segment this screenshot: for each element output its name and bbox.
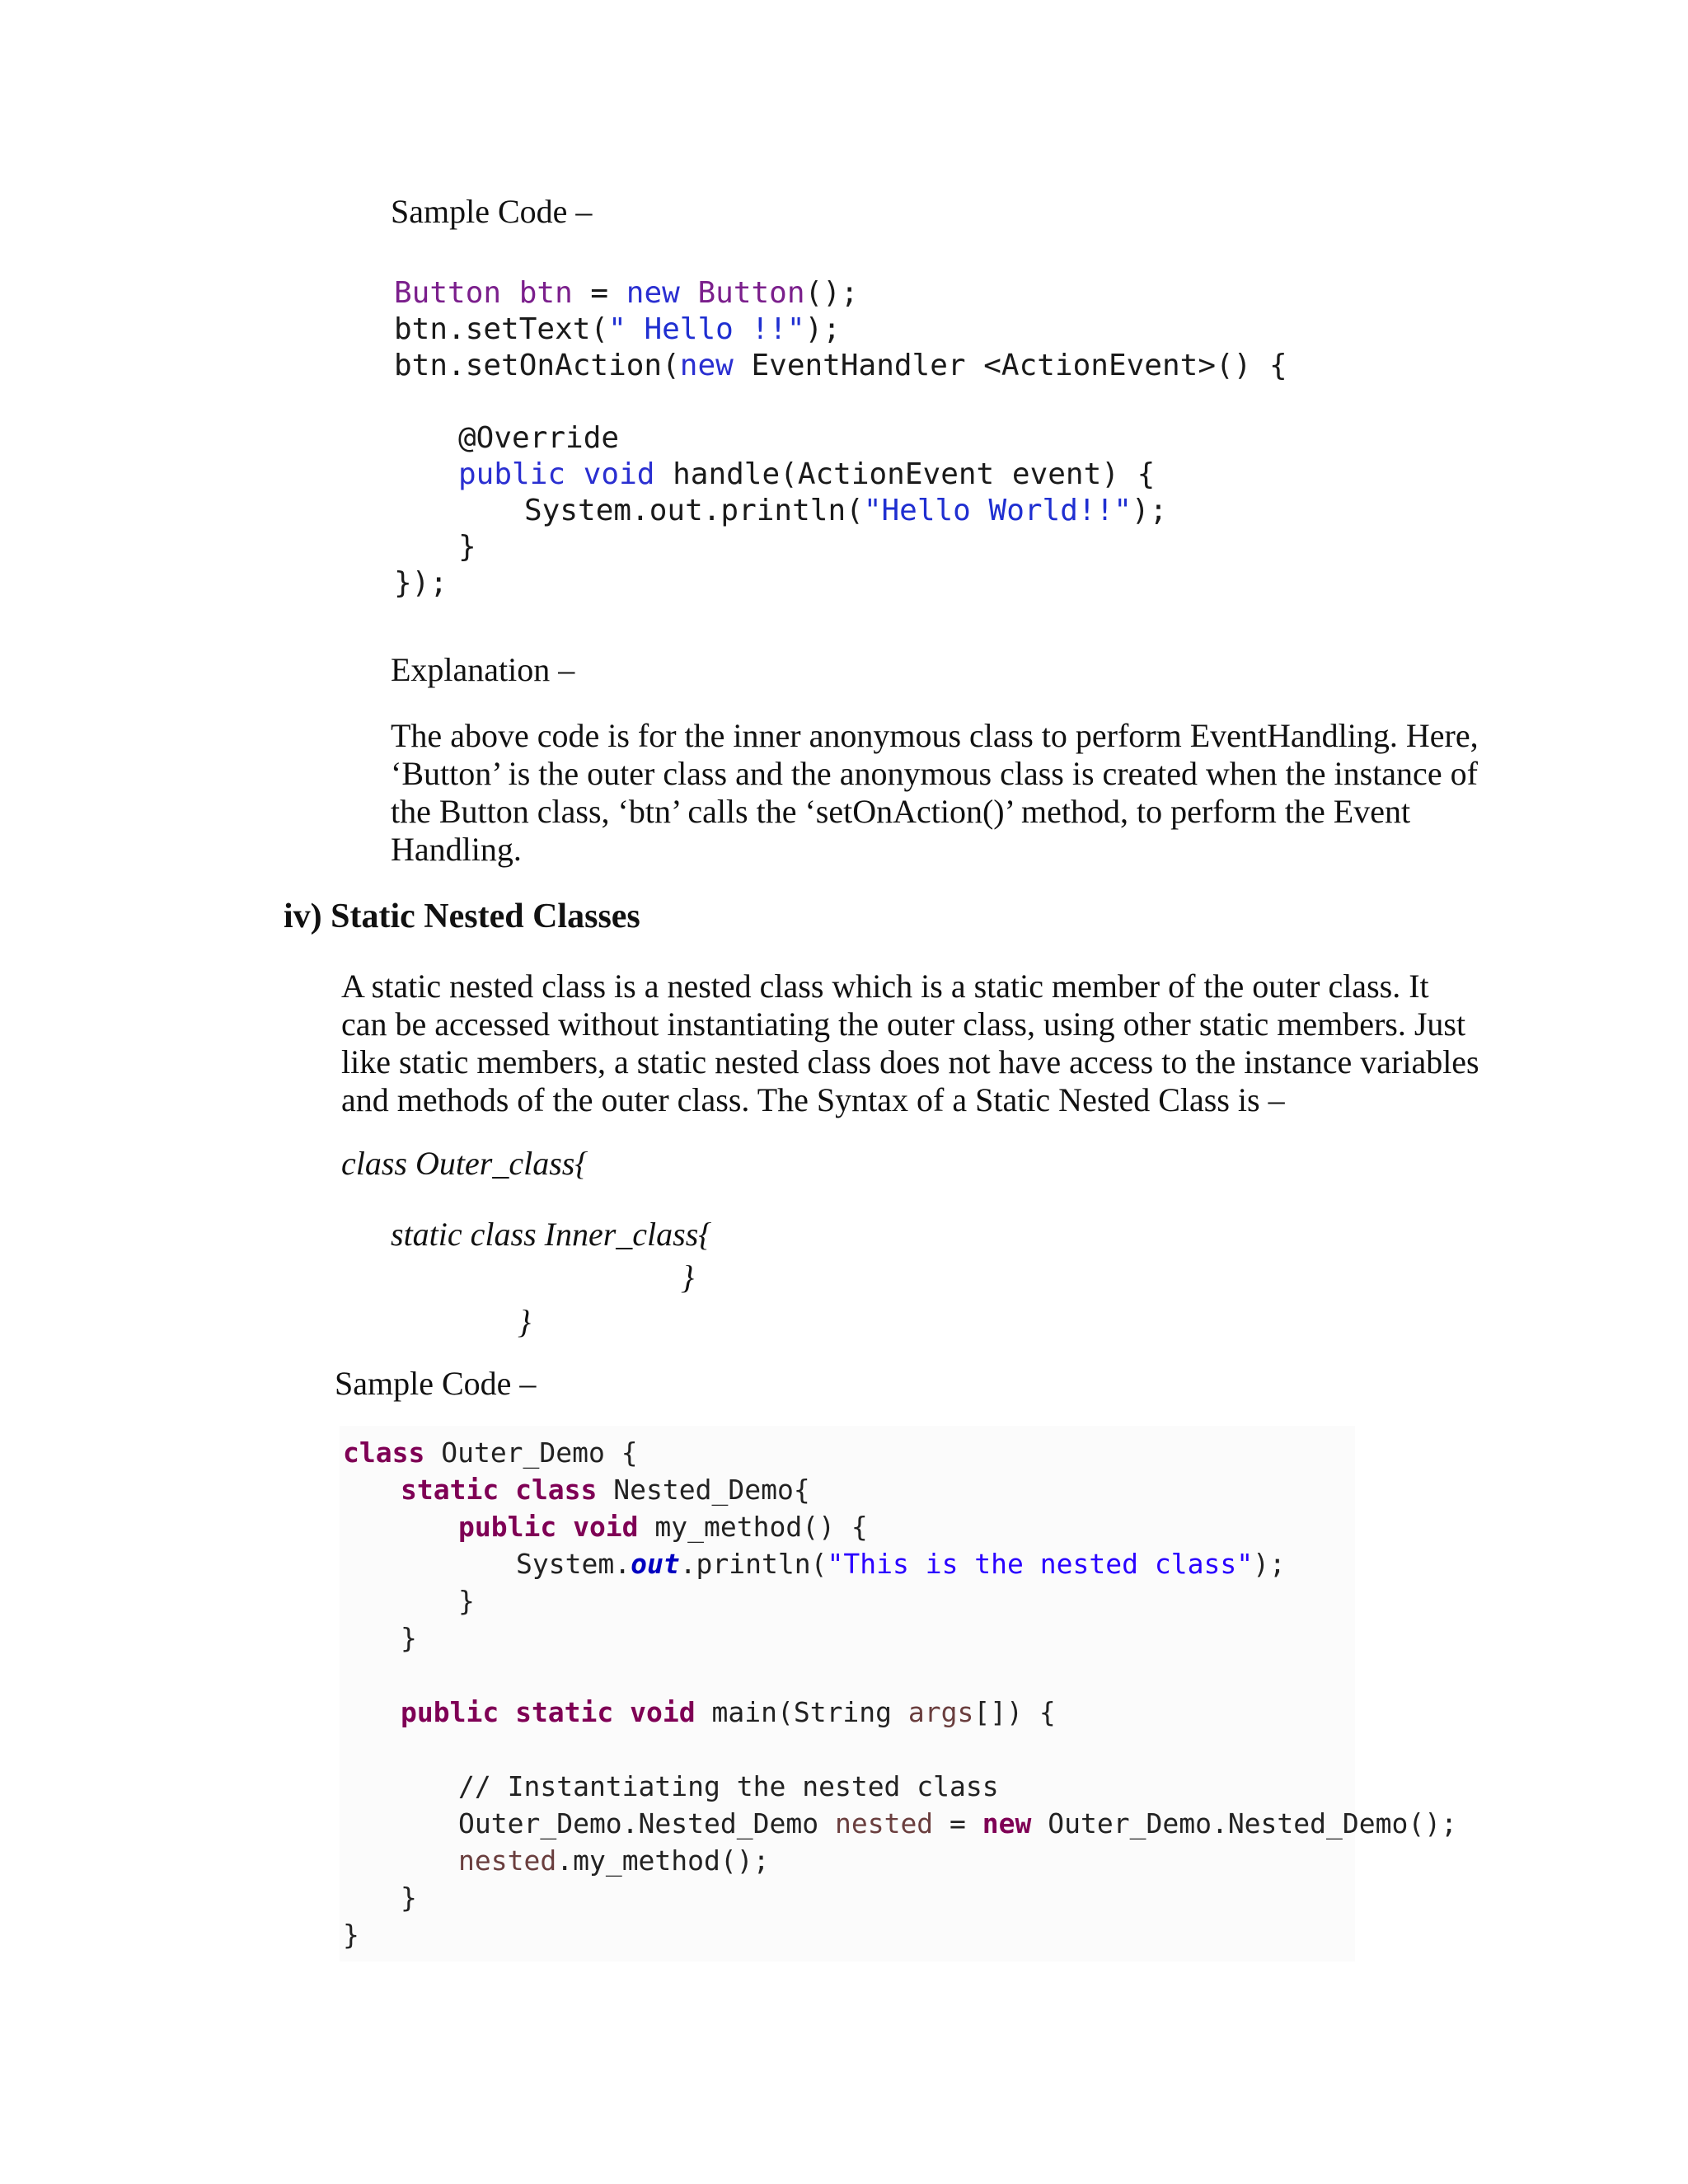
code-line: } <box>401 1622 417 1654</box>
code-line <box>458 1508 868 1545</box>
code-line <box>524 493 1167 529</box>
code-token: EventHandler <ActionEvent>() { <box>733 349 1287 382</box>
code-token: handle(ActionEvent event) { <box>654 457 1156 491</box>
code-token: ); <box>804 312 841 346</box>
code-token: new <box>679 349 734 382</box>
code-token: main(String <box>695 1696 908 1728</box>
code-token: public void <box>458 1511 639 1543</box>
code-line: @Override <box>458 421 620 455</box>
code-line: } <box>343 1919 359 1951</box>
sample-code-label: Sample Code – <box>391 193 593 230</box>
paragraph-line: can be accessed without instantiating the outer class, using other static members. Just <box>341 1005 1466 1043</box>
code-line <box>458 1842 770 1879</box>
code-token: Outer_Demo.Nested_Demo <box>458 1807 835 1840</box>
code-token: (); <box>804 276 859 310</box>
code-token: Nested_Demo{ <box>597 1474 810 1506</box>
paragraph-line: like static members, a static nested class does not have access to the instance variables <box>341 1043 1479 1080</box>
code-token: "Hello World!!" <box>863 494 1132 527</box>
code-token: Outer_Demo { <box>424 1436 638 1469</box>
static-nested-paragraph <box>341 968 1479 1119</box>
code-token: "This is the nested class" <box>827 1548 1254 1580</box>
code-line <box>343 1434 638 1471</box>
paragraph-line: and methods of the outer class. The Syntax of a Static Nested Class is – <box>341 1081 1285 1118</box>
code-line <box>458 457 1155 493</box>
code-token: System.out.println( <box>524 494 864 527</box>
paragraph-line: Handling. <box>391 831 522 868</box>
paragraph-line: A static nested class is a nested class which is a static member of the outer class. It <box>341 968 1429 1005</box>
code-block-static-nested <box>340 1426 1457 1961</box>
code-token: = <box>590 276 626 310</box>
paragraph-line: The above code is for the inner anonymous class to perform EventHandling. Here, <box>391 717 1479 754</box>
code-line <box>394 348 1287 384</box>
code-token: my_method() { <box>638 1511 868 1543</box>
code-token: static class <box>401 1474 598 1506</box>
code-token: = <box>933 1807 982 1840</box>
code-line <box>401 1694 1056 1731</box>
code-line <box>458 1805 1457 1842</box>
code-token: nested <box>834 1807 934 1840</box>
code-token: .my_method(); <box>556 1844 770 1877</box>
code-token: System. <box>516 1548 631 1580</box>
syntax-close-inner: } <box>681 1258 694 1296</box>
code-line: } <box>458 530 476 564</box>
code-token: nested <box>458 1844 557 1877</box>
code-line <box>394 275 859 312</box>
code-token: .println( <box>679 1548 828 1580</box>
code-token: Outer_Demo.Nested_Demo(); <box>1031 1807 1457 1840</box>
code-line <box>394 312 841 348</box>
code-line: } <box>401 1882 417 1914</box>
code-token: btn.setOnAction( <box>394 349 680 382</box>
code-token: public static void <box>401 1696 696 1728</box>
code-token: Button <box>679 276 805 310</box>
code-token: args <box>907 1696 974 1728</box>
paragraph-line: the Button class, ‘btn’ calls the ‘setOnAction()’ method, to perform the Event <box>391 793 1411 830</box>
code-token: new <box>982 1807 1032 1840</box>
syntax-outer-class: class Outer_class{ <box>341 1145 588 1182</box>
code-comment: // Instantiating the nested class <box>458 1770 999 1802</box>
paragraph-line: ‘Button’ is the outer class and the anonymous class is created when the instance of <box>391 755 1478 792</box>
code-token: ); <box>1131 494 1168 527</box>
code-token: out <box>631 1548 680 1580</box>
explanation-label: Explanation – <box>391 651 575 688</box>
sample-code-label-2: Sample Code – <box>335 1365 537 1402</box>
syntax-inner-class: static class Inner_class{ <box>391 1216 712 1253</box>
code-line: } <box>458 1585 475 1617</box>
code-block-event-handler <box>394 270 1287 616</box>
code-token: " Hello !!" <box>608 312 805 346</box>
code-token: Button <box>394 276 502 310</box>
code-token: new <box>626 276 680 310</box>
code-token: btn <box>501 276 591 310</box>
code-line <box>516 1545 1286 1582</box>
code-token: []) { <box>973 1696 1056 1728</box>
code-line: }); <box>394 566 448 600</box>
code-token: ); <box>1253 1548 1286 1580</box>
code-token: btn.setText( <box>394 312 609 346</box>
code-token: class <box>343 1436 425 1469</box>
explanation-paragraph <box>391 717 1479 869</box>
code-token: public void <box>458 457 655 491</box>
code-line <box>401 1471 810 1508</box>
section-heading: iv) Static Nested Classes <box>284 898 640 935</box>
syntax-close-outer: } <box>518 1303 531 1340</box>
